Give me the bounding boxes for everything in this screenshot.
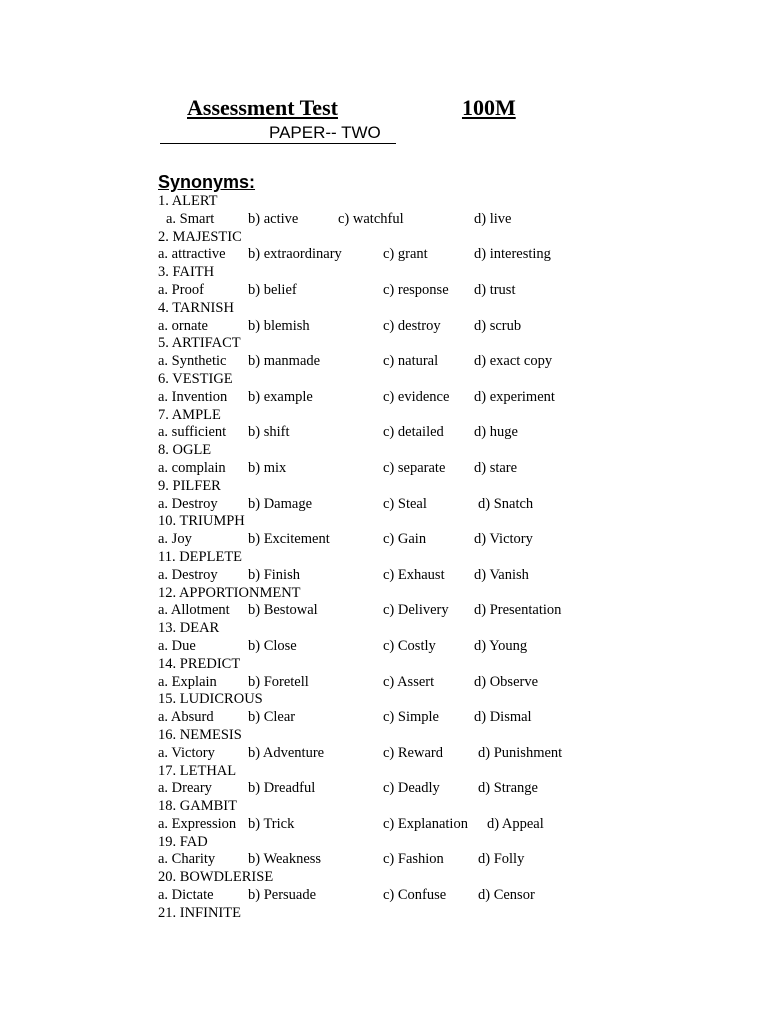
option-c: c) Reward xyxy=(383,744,443,761)
option-b: b) Trick xyxy=(248,815,295,832)
option-row xyxy=(158,709,618,727)
question-word: 11. DEPLETE xyxy=(158,548,243,565)
question-word: 12. APPORTIONMENT xyxy=(158,584,301,601)
option-row xyxy=(158,211,618,229)
option-b: b) Clear xyxy=(248,709,296,726)
option-b: b) manmade xyxy=(248,353,321,370)
option-a: a. Due xyxy=(158,637,196,654)
option-b: b) example xyxy=(248,388,313,405)
option-d: d) trust xyxy=(474,281,516,298)
question-word: 20. BOWDLERISE xyxy=(158,869,274,886)
question-word: 1. ALERT xyxy=(158,193,218,209)
option-d: d) huge xyxy=(474,424,518,441)
option-row xyxy=(158,353,618,371)
question-word: 8. OGLE xyxy=(158,442,212,459)
option-a: a. Dreary xyxy=(158,780,212,797)
option-a: a. Synthetic xyxy=(158,353,227,370)
option-d: d) Observe xyxy=(474,673,539,690)
option-c: c) destroy xyxy=(383,317,441,334)
option-b: b) shift xyxy=(248,424,290,441)
option-row xyxy=(158,318,618,336)
option-d: d) live xyxy=(474,210,512,227)
option-row xyxy=(158,282,618,300)
option-b: b) mix xyxy=(248,459,287,476)
option-row xyxy=(158,851,618,869)
option-row xyxy=(158,460,618,478)
option-b: b) active xyxy=(248,210,299,227)
option-b: b) Excitement xyxy=(248,531,330,548)
option-a: a. Invention xyxy=(158,388,228,405)
option-d: d) Strange xyxy=(478,780,538,797)
option-d: d) Appeal xyxy=(487,815,544,832)
question-word: 2. MAJESTIC xyxy=(158,228,242,245)
paper-line xyxy=(160,122,396,144)
option-d: d) Young xyxy=(474,637,528,654)
option-a: a. Allotment xyxy=(158,602,230,619)
section-heading: Synonyms: xyxy=(158,172,256,192)
option-a: a. ornate xyxy=(158,317,208,334)
option-d: d) Vanish xyxy=(474,566,529,583)
option-row xyxy=(158,496,618,514)
question-word: 19. FAD xyxy=(158,833,208,850)
option-a: a. Victory xyxy=(158,744,215,761)
option-c: c) Confuse xyxy=(383,887,447,904)
question-word: 13. DEAR xyxy=(158,620,220,637)
question-word: 6. VESTIGE xyxy=(158,370,233,387)
option-c: c) Assert xyxy=(383,673,435,690)
option-row xyxy=(158,745,618,763)
option-c: c) evidence xyxy=(383,388,450,405)
option-d: d) experiment xyxy=(474,388,555,405)
option-c: c) Exhaust xyxy=(383,566,445,583)
option-c: c) Gain xyxy=(383,531,427,548)
paper-label: PAPER-- TWO xyxy=(269,123,381,142)
option-d: d) interesting xyxy=(474,246,551,263)
option-b: b) Damage xyxy=(248,495,313,512)
option-d: d) Snatch xyxy=(478,495,534,512)
option-a: a. attractive xyxy=(158,246,226,263)
option-a: a. Charity xyxy=(158,851,216,868)
question-list xyxy=(158,193,618,923)
option-d: d) Presentation xyxy=(474,602,562,619)
question-word: 4. TARNISH xyxy=(158,299,234,316)
option-row xyxy=(158,389,618,407)
option-row xyxy=(158,424,618,442)
option-b: b) Bestowal xyxy=(248,602,318,619)
option-a: a. Joy xyxy=(158,531,192,548)
question-word: 16. NEMESIS xyxy=(158,726,242,743)
option-b: b) Adventure xyxy=(248,744,325,761)
option-b: b) blemish xyxy=(248,317,310,334)
option-c: c) Explanation xyxy=(383,815,468,832)
question-word: 15. LUDICROUS xyxy=(158,691,263,708)
option-d: d) Punishment xyxy=(478,744,563,761)
option-b: b) Close xyxy=(248,637,297,654)
option-c: c) Fashion xyxy=(383,851,444,868)
option-b: b) Persuade xyxy=(248,887,317,904)
option-a: a. sufficient xyxy=(158,424,227,441)
question-word: 17. LETHAL xyxy=(158,762,237,779)
option-a: a. Absurd xyxy=(158,709,214,726)
question-word: 9. PILFER xyxy=(158,477,221,494)
option-d: d) scrub xyxy=(474,317,522,334)
option-d: d) Folly xyxy=(478,851,525,868)
option-row xyxy=(158,816,618,834)
question-word: 3. FAITH xyxy=(158,264,215,281)
question-word: 21. INFINITE xyxy=(158,904,241,921)
option-row xyxy=(158,638,618,656)
question-word: 5. ARTIFACT xyxy=(158,335,241,352)
option-c: c) Delivery xyxy=(383,602,449,619)
question-word: 7. AMPLE xyxy=(158,406,221,423)
option-c: c) separate xyxy=(383,459,446,476)
question-word: 14. PREDICT xyxy=(158,655,241,672)
option-row xyxy=(158,567,618,585)
option-a: a. Proof xyxy=(158,281,204,298)
test-title-line xyxy=(187,94,516,122)
option-c: c) Deadly xyxy=(383,780,440,797)
option-row xyxy=(158,602,618,620)
option-b: b) Dreadful xyxy=(248,780,316,797)
option-d: d) Dismal xyxy=(474,709,532,726)
option-c: c) Steal xyxy=(383,495,427,512)
option-a: a. Destroy xyxy=(158,495,218,512)
option-a: a. Dictate xyxy=(158,887,214,904)
option-a: a. Expression xyxy=(158,815,237,832)
option-a: a. complain xyxy=(158,459,226,476)
option-row xyxy=(158,674,618,692)
option-c: c) watchful xyxy=(338,210,404,227)
option-b: b) Weakness xyxy=(248,851,322,868)
option-d: d) exact copy xyxy=(474,353,553,370)
option-d: d) Victory xyxy=(474,531,533,548)
question-word: 10. TRIUMPH xyxy=(158,513,245,530)
option-c: c) Costly xyxy=(383,637,436,654)
option-a: a. Explain xyxy=(158,673,217,690)
option-row xyxy=(158,780,618,798)
option-row xyxy=(158,531,618,549)
option-c: c) Simple xyxy=(383,709,439,726)
option-d: d) Censor xyxy=(478,887,535,904)
option-c: c) detailed xyxy=(383,424,444,441)
option-c: c) natural xyxy=(383,353,439,370)
option-c: c) grant xyxy=(383,246,428,263)
option-b: b) Finish xyxy=(248,566,300,583)
option-row xyxy=(158,246,618,264)
option-c: c) response xyxy=(383,281,449,298)
test-title: Assessment Test xyxy=(187,95,338,120)
total-marks: 100M xyxy=(461,95,516,120)
option-b: b) Foretell xyxy=(248,673,309,690)
question-word: 18. GAMBIT xyxy=(158,798,237,815)
option-b: b) extraordinary xyxy=(248,246,342,263)
option-d: d) stare xyxy=(474,459,518,476)
option-a: a. Destroy xyxy=(158,566,218,583)
option-row xyxy=(158,887,618,905)
option-b: b) belief xyxy=(248,281,297,298)
option-a: a. Smart xyxy=(166,210,215,227)
